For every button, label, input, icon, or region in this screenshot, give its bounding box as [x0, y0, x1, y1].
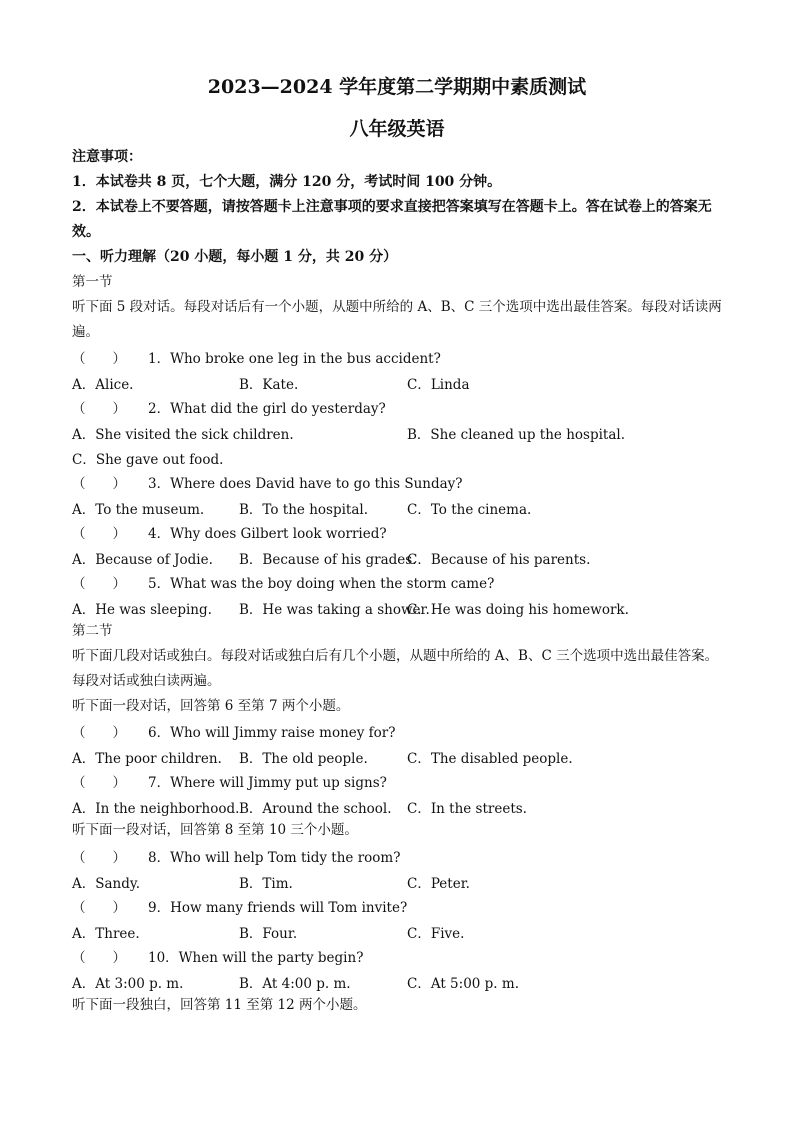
option-c: C．At 5:00 p. m. — [407, 976, 519, 992]
question-8 — [72, 846, 400, 866]
option-c: C．Peter. — [407, 876, 470, 892]
question-text: 3．Where does David have to go this Sunday? — [148, 476, 463, 492]
question-5 — [72, 572, 494, 592]
question-text: 8．Who will help Tom tidy the room? — [148, 850, 401, 866]
option-c: C．Five. — [407, 926, 465, 942]
option-b: B．Because of his grades. — [239, 552, 417, 568]
answer-blank: （ ） — [72, 401, 126, 417]
question-9 — [72, 896, 407, 916]
exam-title: 2023—2024 学年度第二学期期中素质测试 — [207, 76, 587, 98]
answer-blank: （ ） — [72, 725, 126, 741]
option-b: B．She cleaned up the hospital. — [407, 427, 625, 443]
option-c: C．She gave out food. — [72, 452, 224, 468]
option-a: A．In the neighborhood. — [72, 801, 240, 817]
question-2 — [72, 397, 386, 417]
answer-blank: （ ） — [72, 576, 126, 592]
option-b: B．The old people. — [239, 751, 368, 767]
exam-subtitle: 八年级英语 — [349, 118, 445, 140]
option-a: A．Because of Jodie. — [72, 552, 213, 568]
answer-blank: （ ） — [72, 850, 126, 866]
question-3 — [72, 472, 463, 492]
option-c: C．He was doing his homework. — [407, 602, 629, 618]
option-b: B．Kate. — [239, 377, 299, 393]
notice-heading: 注意事项： — [72, 149, 142, 165]
monologue-lead-11-12: 听下面一段独白，回答第 11 至第 12 两个小题。 — [72, 997, 367, 1013]
question-4 — [72, 522, 387, 542]
option-c: C．Because of his parents. — [407, 552, 591, 568]
option-a: A．Alice. — [72, 377, 134, 393]
question-7 — [72, 771, 387, 791]
option-b: B．He was taking a shower. — [239, 602, 430, 618]
option-c: C．In the streets. — [407, 801, 527, 817]
option-a: A．He was sleeping. — [72, 602, 212, 618]
section-2-instructions: 听下面几段对话或独白。每段对话或独白后有几个小题，从题中所给的 A、B、C 三个选项中选出最佳答案。每段对话或独白读两遍。 — [72, 648, 719, 689]
answer-blank: （ ） — [72, 526, 126, 542]
question-text: 10．When will the party begin? — [148, 950, 364, 966]
option-b: B．Around the school. — [239, 801, 392, 817]
option-b: B．Tim. — [239, 876, 293, 892]
part1-heading: 一、听力理解（20 小题，每小题 1 分，共 20 分） — [72, 249, 398, 265]
option-b: B．At 4:00 p. m. — [239, 976, 351, 992]
dialogue-lead-8-10: 听下面一段对话，回答第 8 至第 10 三个小题。 — [72, 822, 358, 838]
answer-blank: （ ） — [72, 775, 126, 791]
option-a: A．At 3:00 p. m. — [72, 976, 184, 992]
notice-item-2: 2．本试卷上不要答题，请按答题卡上注意事项的要求直接把答案填写在答题卡上。答在试卷上的答案无效。 — [72, 199, 712, 240]
answer-blank: （ ） — [72, 476, 126, 492]
option-c: C．Linda — [407, 377, 470, 393]
question-text: 6．Who will Jimmy raise money for? — [148, 725, 396, 741]
option-a: A．Sandy. — [72, 876, 141, 892]
question-6 — [72, 721, 396, 741]
answer-blank: （ ） — [72, 950, 126, 966]
question-text: 2．What did the girl do yesterday? — [148, 401, 386, 417]
section-2-label: 第二节 — [72, 623, 113, 639]
section-1-label: 第一节 — [72, 274, 113, 290]
question-10 — [72, 946, 363, 966]
option-b: B．Four. — [239, 926, 298, 942]
option-b: B．To the hospital. — [239, 502, 368, 518]
option-a: A．Three. — [72, 926, 140, 942]
section-1-instructions: 听下面 5 段对话。每段对话后有一个小题，从题中所给的 A、B、C 三个选项中选出最佳答案。每段对话读两遍。 — [72, 299, 722, 340]
question-text: 1．Who broke one leg in the bus accident? — [148, 351, 441, 367]
answer-blank: （ ） — [72, 351, 126, 367]
option-a: A．She visited the sick children. — [72, 427, 294, 443]
option-a: A．To the museum. — [72, 502, 205, 518]
option-c: C．The disabled people. — [407, 751, 573, 767]
option-a: A．The poor children. — [72, 751, 222, 767]
notice-item-1: 1．本试卷共 8 页，七个大题，满分 120 分，考试时间 100 分钟。 — [72, 174, 502, 190]
question-text: 7．Where will Jimmy put up signs? — [148, 775, 387, 791]
dialogue-lead-6-7: 听下面一段对话，回答第 6 至第 7 两个小题。 — [72, 698, 350, 714]
question-1 — [72, 347, 441, 367]
answer-blank: （ ） — [72, 900, 126, 916]
option-c: C．To the cinema. — [407, 502, 532, 518]
question-text: 5．What was the boy doing when the storm came? — [148, 576, 495, 592]
question-text: 4．Why does Gilbert look worried? — [148, 526, 387, 542]
question-text: 9．How many friends will Tom invite? — [148, 900, 408, 916]
